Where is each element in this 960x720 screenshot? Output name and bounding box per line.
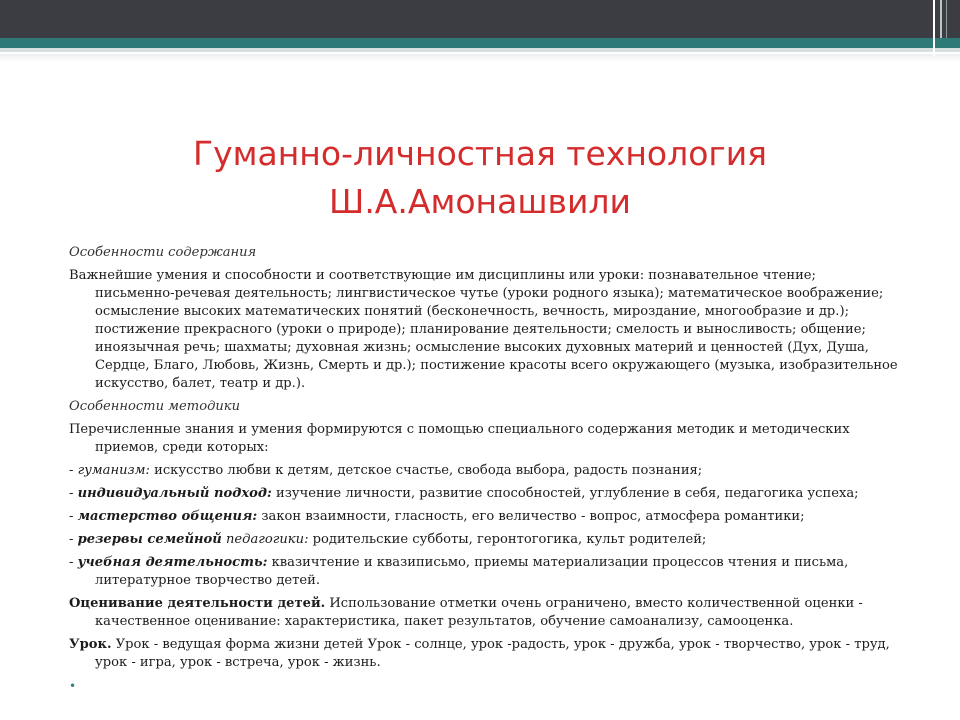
light-stripe — [0, 48, 960, 52]
method-paragraph: Перечисленные знания и умения формируются с помощью специального содержания методик и методических приемов, среди которых: — [69, 422, 850, 455]
banner-shadow — [0, 56, 960, 62]
divider-right — [940, 0, 942, 38]
divider-left — [933, 0, 935, 56]
method-item-humanism: - гуманизм: искусство любви к детям, детское счастье, свобода выбора, радость познания; — [69, 463, 703, 478]
method-item-family: - резервы семейной педагогики: родительские субботы, геронтогогика, культ родителей; — [69, 532, 707, 547]
header-method-features: Особенности методики — [69, 399, 241, 414]
top-banner — [0, 0, 960, 38]
bullet-icon: • — [69, 679, 77, 693]
empty-bullet — [69, 677, 899, 696]
content-paragraph: Важнейшие умения и способности и соответствующие им дисциплины или уроки: познавательное чтение; письменно-речевая деятельность; лингвистическое чутье (уроки родного языка); математическое воображение; осмысление высоких математических понятий (бесконечность, вечность, мироздание, многообразие и др.); постижение прекрасного (уроки о природе); планирование деятельности; смелость и выносливость; общение; иноязычная речь; шахматы; духовная жизнь; осмысление высоких духовных материй и ценностей (Дух, Душа, Сердце, Благо, Любовь, Жизнь, Смерть и др.); постижение красоты всего окружающего (музыка, изобразительное искусство, балет, театр и др.). — [69, 268, 898, 391]
divider-right-thin — [946, 0, 947, 38]
method-item-communication: - мастерство общения: закон взаимности, гласность, его величество - вопрос, атмосфера романтики; — [69, 509, 805, 524]
teal-stripe — [0, 38, 960, 48]
slide-title — [60, 130, 900, 226]
method-item-learning: - учебная деятельность: квазичтение и квазиписьмо, приемы материализации процессов чтения и письма, литературное творчество детей. — [69, 555, 849, 588]
method-item-individual: - индивидуальный подход: изучение личности, развитие способностей, углубление в себя, педагогика успеха; — [69, 486, 859, 501]
header-content-features: Особенности содержания — [69, 245, 257, 260]
lesson-paragraph: Урок. Урок - ведущая форма жизни детей Урок - солнце, урок -радость, урок - дружба, урок - творчество, урок - труд, урок - игра, урок - встреча, урок - жизнь. — [69, 637, 890, 670]
slide-body — [69, 244, 899, 696]
evaluation-paragraph: Оценивание деятельности детей. Использование отметки очень ограничено, вместо количественной оценки - качественное оценивание: характеристика, пакет результатов, обучение самоанализу, самооценка. — [69, 596, 863, 629]
title-line-2: Ш.А.Амонашвили — [329, 182, 631, 221]
title-line-1: Гуманно-личностная технология — [192, 134, 768, 173]
